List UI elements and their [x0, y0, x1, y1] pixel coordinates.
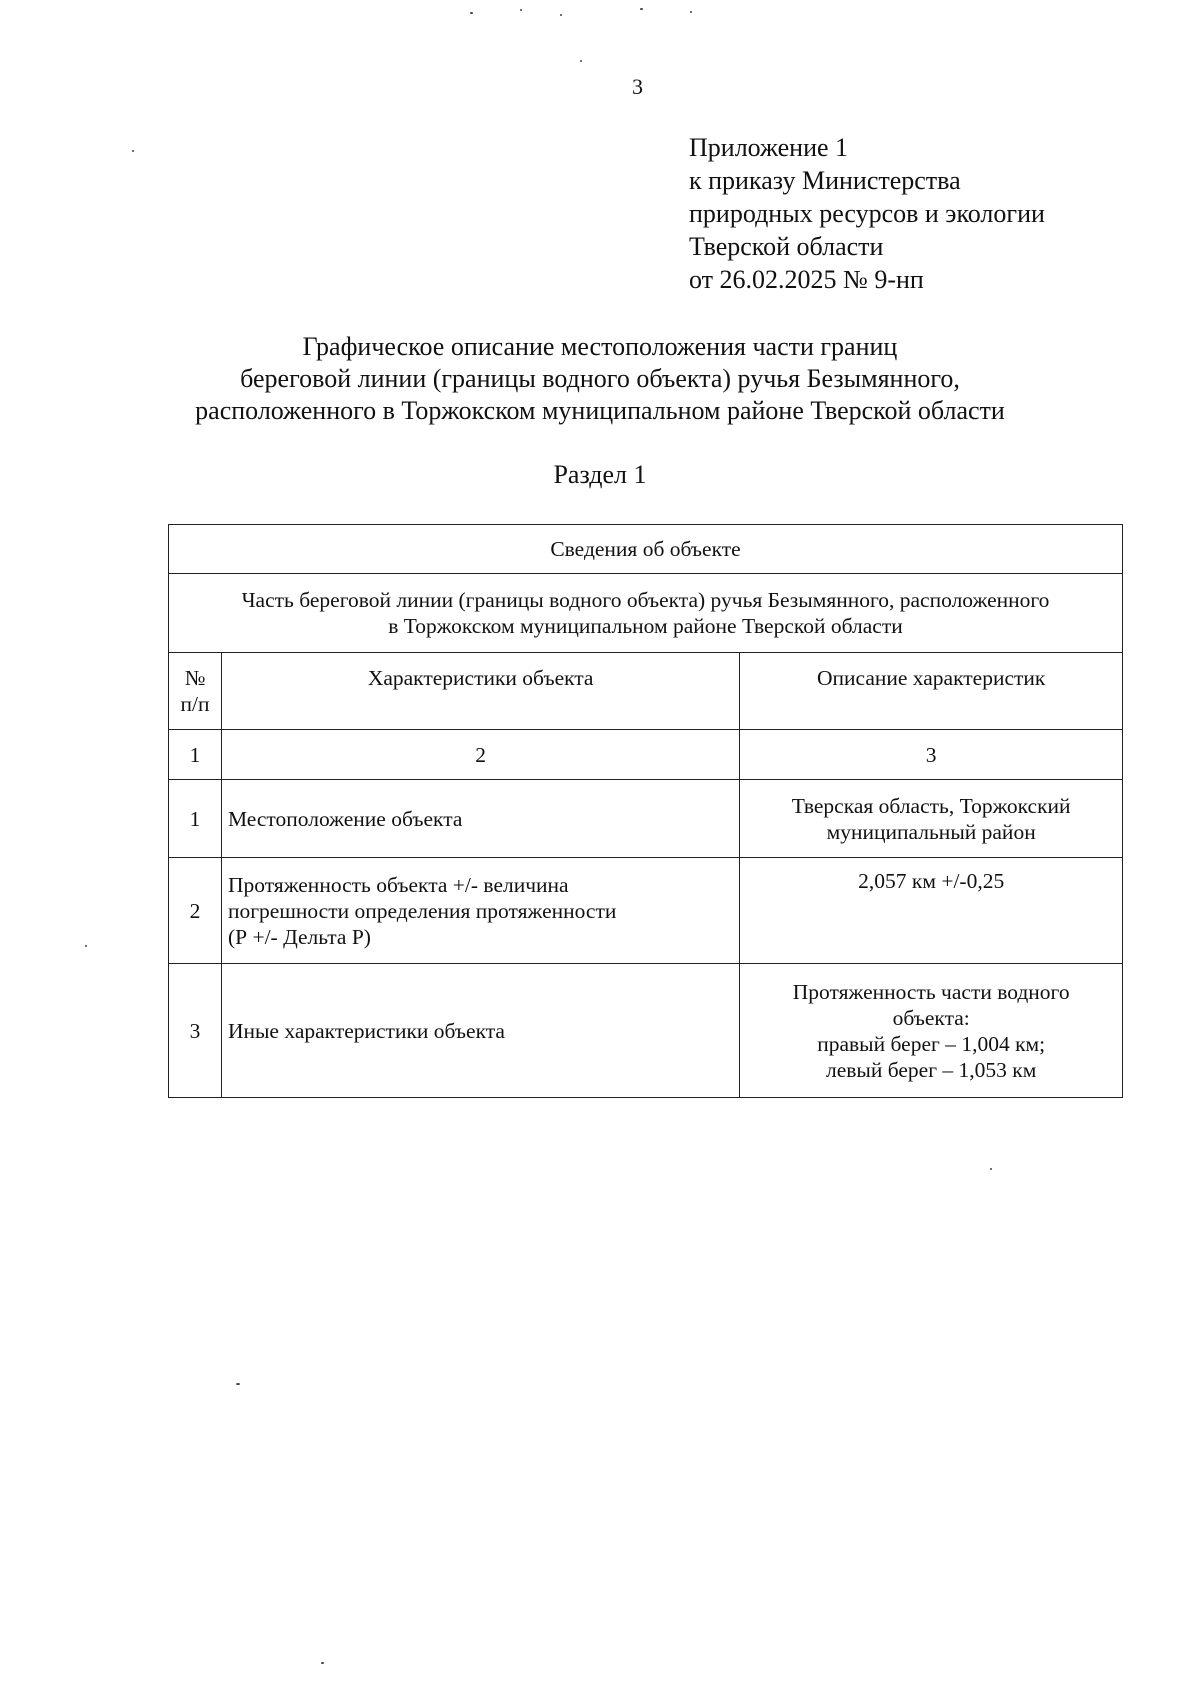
table-row	[169, 964, 1123, 1098]
scan-speck	[321, 1662, 324, 1664]
row-num: 3	[169, 964, 222, 1098]
row-num: 2	[169, 858, 222, 964]
table-row	[169, 858, 1123, 964]
scan-speck	[690, 11, 692, 13]
col-header-num	[169, 653, 222, 730]
appendix-line: природных ресурсов и экологии	[689, 199, 1045, 228]
row-description	[740, 780, 1123, 858]
object-name-row	[169, 574, 1123, 653]
section-title: Раздел 1	[553, 460, 647, 489]
appendix-line: Приложение 1	[689, 133, 849, 162]
description-line: правый берег – 1,004 км;	[817, 1031, 1046, 1056]
scan-speck	[520, 9, 522, 11]
description-line: муниципальный район	[826, 819, 1036, 844]
object-name-line: в Торжокском муниципальном районе Тверской области	[388, 614, 903, 638]
appendix-line: от 26.02.2025 № 9-нп	[689, 265, 924, 294]
column-numbers-row	[169, 730, 1123, 780]
row-description	[740, 964, 1123, 1098]
description-line: левый берег – 1,053 км	[825, 1057, 1037, 1082]
scan-speck	[85, 945, 87, 947]
description-line: Тверская область, Торжокский	[791, 793, 1071, 818]
table-header-row	[169, 525, 1123, 574]
characteristic-line: (Р +/- Дельта Р)	[227, 924, 371, 949]
row-characteristic	[221, 858, 739, 964]
characteristic-line: Протяженность объекта +/- величина	[227, 872, 569, 897]
object-name-cell	[169, 574, 1123, 653]
col-number: 2	[221, 730, 739, 780]
title-line: береговой линии (границы водного объекта) ручья Безымянного,	[240, 364, 960, 393]
row-description	[740, 858, 1123, 964]
characteristic-line: погрешности определения протяженности	[227, 898, 617, 923]
col-header-description: Описание характеристик	[740, 653, 1123, 730]
description-line: 2,057 км +/-0,25	[858, 869, 1005, 893]
characteristic-line: Местоположение объекта	[227, 806, 463, 831]
col-number: 3	[740, 730, 1123, 780]
object-info-table	[168, 524, 1123, 1098]
scan-speck	[580, 60, 582, 62]
scan-speck	[236, 1383, 240, 1385]
scan-speck	[132, 150, 134, 152]
scan-speck	[470, 12, 473, 14]
table-header: Сведения об объекте	[169, 525, 1123, 574]
col-header-characteristics: Характеристики объекта	[221, 653, 739, 730]
object-name-line: Часть береговой линии (границы водного объекта) ручья Безымянного, расположенного	[241, 588, 1050, 612]
appendix-block	[689, 131, 1045, 296]
description-line: объекта:	[892, 1005, 970, 1030]
description-line: Протяженность части водного	[792, 979, 1070, 1004]
document-title	[150, 331, 1050, 427]
table-row	[169, 780, 1123, 858]
title-line: расположенного в Торжокском муниципальном районе Тверской области	[195, 396, 1005, 425]
col-number: 1	[169, 730, 222, 780]
col-header-num-line: п/п	[180, 692, 210, 716]
row-characteristic	[221, 964, 739, 1098]
page-number: 3	[632, 74, 643, 99]
characteristic-line: Иные характеристики объекта	[227, 1018, 505, 1043]
scan-speck	[640, 8, 643, 10]
title-line: Графическое описание местоположения части границ	[302, 332, 898, 361]
column-headers-row	[169, 653, 1123, 730]
row-characteristic	[221, 780, 739, 858]
appendix-line: Тверской области	[689, 232, 884, 261]
scan-speck	[990, 1168, 992, 1170]
appendix-line: к приказу Министерства	[689, 166, 961, 195]
row-num: 1	[169, 780, 222, 858]
col-header-num-line: №	[184, 666, 206, 690]
scan-speck	[560, 14, 562, 16]
